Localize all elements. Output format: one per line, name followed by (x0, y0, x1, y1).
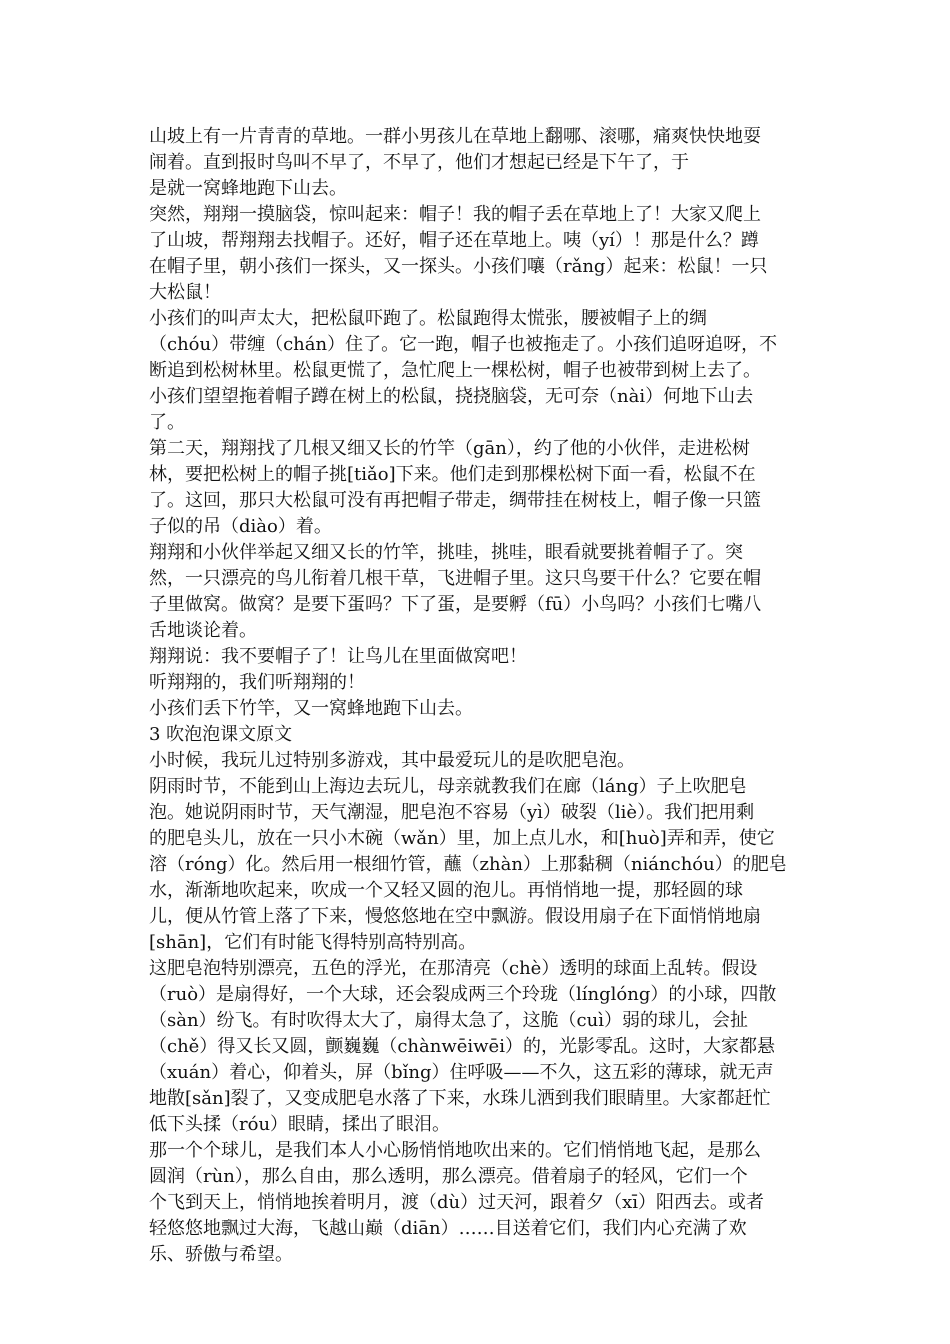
paragraph (149, 1138, 809, 1268)
text-line: 地散[sǎn]裂了，又变成肥皂水落了下来，水珠儿洒到我们眼睛里。大家都赶忙 (149, 1088, 771, 1109)
text-line: 小孩们望望拖着帽子蹲在树上的松鼠，挠挠脑袋，无可奈（nài）何地下山去 (149, 386, 754, 407)
text-line: 林，要把松树上的帽子挑[tiǎo]下来。他们走到那棵松树下面一看，松鼠不在 (149, 464, 756, 485)
document-body (149, 124, 809, 1268)
text-line: 子里做窝。做窝？是要下蛋吗？下了蛋，是要孵（fū）小鸟吗？小孩们七嘴八 (149, 594, 762, 615)
text-line: 大松鼠！ (149, 282, 221, 303)
text-line: 了山坡，帮翔翔去找帽子。还好，帽子还在草地上。咦（yí）！那是什么？蹲 (149, 230, 759, 251)
text-line: 突然，翔翔一摸脑袋，惊叫起来：帽子！我的帽子丢在草地上了！大家又爬上 (149, 204, 761, 225)
text-line: 的肥皂头儿，放在一只小木碗（wǎn）里，加上点儿水，和[huò]弄和弄，使它 (149, 828, 775, 849)
text-line: （chě）得又长又圆，颤巍巍（chànwēiwēi）的，光影零乱。这时，大家都悬 (149, 1036, 775, 1057)
text-line: 断追到松树林里。松鼠更慌了，急忙爬上一棵松树，帽子也被带到树上去了。 (149, 360, 761, 381)
text-line: 听翔翔的，我们听翔翔的！ (149, 672, 365, 693)
text-line: 圆润（rùn），那么自由，那么透明，那么漂亮。借着扇子的轻风，它们一个 (149, 1166, 748, 1187)
text-line: [shān]，它们有时能飞得特别高特别高。 (149, 932, 477, 953)
text-line: 闹着。直到报时鸟叫不早了，不早了，他们才想起已经是下午了，于 (149, 152, 689, 173)
text-line: 儿，便从竹管上落了下来，慢悠悠地在空中飘游。假设用扇子在下面悄悄地扇 (149, 906, 761, 927)
text-line: 翔翔说：我不要帽子了！让鸟儿在里面做窝吧！ (149, 646, 527, 667)
paragraph (149, 436, 809, 540)
text-line: 这肥皂泡特别漂亮，五色的浮光，在那清亮（chè）透明的球面上乱转。假设 (149, 958, 758, 979)
text-line: 个飞到天上，悄悄地挨着明月，渡（dù）过天河，跟着夕（xī）阳西去。或者 (149, 1192, 765, 1213)
paragraph (149, 202, 809, 306)
text-line: 水，渐渐地吹起来，吹成一个又轻又圆的泡儿。再悄悄地一提，那轻圆的球 (149, 880, 743, 901)
text-line: 3 吹泡泡课文原文 (149, 724, 293, 745)
text-line: （xuán）着心，仰着头，屏（bǐng）住呼吸——不久，这五彩的薄球，就无声 (149, 1062, 774, 1083)
paragraph (149, 696, 809, 722)
text-line: 子似的吊（diào）着。 (149, 516, 332, 537)
text-line: 了。 (149, 412, 185, 433)
text-line: 轻悠悠地飘过大海，飞越山巅（diān）……目送着它们，我们内心充满了欢 (149, 1218, 747, 1239)
text-line: 乐、骄傲与希望。 (149, 1244, 293, 1265)
paragraph (149, 748, 809, 774)
text-line: 舌地谈论着。 (149, 620, 257, 641)
text-line: 翔翔和小伙伴举起又细又长的竹竿，挑哇，挑哇，眼看就要挑着帽子了。突 (149, 542, 743, 563)
text-line: 小孩们丢下竹竿，又一窝蜂地跑下山去。 (149, 698, 473, 719)
text-line: 小孩们的叫声太大，把松鼠吓跑了。松鼠跑得太慌张，腰被帽子上的绸 (149, 308, 707, 329)
text-line: 山坡上有一片青青的草地。一群小男孩儿在草地上翻哪、滚哪，痛爽快快地耍 (149, 126, 761, 147)
text-line: （sàn）纷飞。有时吹得太大了，扇得太急了，这脆（cuì）弱的球儿，会扯 (149, 1010, 748, 1031)
paragraph (149, 722, 809, 748)
text-line: 然，一只漂亮的鸟儿衔着几根干草，飞进帽子里。这只鸟要干什么？它要在帽 (149, 568, 761, 589)
text-line: 溶（róng）化。然后用一根细竹管，蘸（zhàn）上那黏稠（niánchóu）的肥皂 (149, 854, 787, 875)
paragraph (149, 176, 809, 202)
text-line: 第二天，翔翔找了几根又细又长的竹竿（gān），约了他的小伙伴，走进松树 (149, 438, 750, 459)
text-line: 那一个个球儿，是我们本人小心肠悄悄地吹出来的。它们悄悄地飞起，是那么 (149, 1140, 761, 1161)
text-line: 了。这回，那只大松鼠可没有再把帽子带走，绸带挂在树枝上，帽子像一只篮 (149, 490, 761, 511)
text-line: 是就一窝蜂地跑下山去。 (149, 178, 347, 199)
text-line: 低下头揉（róu）眼睛，揉出了眼泪。 (149, 1114, 451, 1135)
text-line: 阴雨时节，不能到山上海边去玩儿，母亲就教我们在廊（láng）子上吹肥皂 (149, 776, 747, 797)
text-line: 在帽子里，朝小孩们一探头，又一探头。小孩们嚷（rǎng）起来：松鼠！一只 (149, 256, 768, 277)
text-line: （chóu）带缠（chán）住了。它一跑，帽子也被拖走了。小孩们追呀追呀，不 (149, 334, 778, 355)
paragraph (149, 124, 809, 176)
paragraph (149, 644, 809, 670)
paragraph (149, 774, 809, 956)
paragraph (149, 306, 809, 436)
text-line: （ruò）是扇得好，一个大球，还会裂成两三个玲珑（línglóng）的小球，四散 (149, 984, 777, 1005)
text-line: 泡。她说阴雨时节，天气潮湿，肥皂泡不容易（yì）破裂（liè）。我们把用剩 (149, 802, 755, 823)
paragraph (149, 670, 809, 696)
paragraph (149, 540, 809, 644)
text-line: 小时候，我玩儿过特别多游戏，其中最爱玩儿的是吹肥皂泡。 (149, 750, 635, 771)
paragraph (149, 956, 809, 1138)
